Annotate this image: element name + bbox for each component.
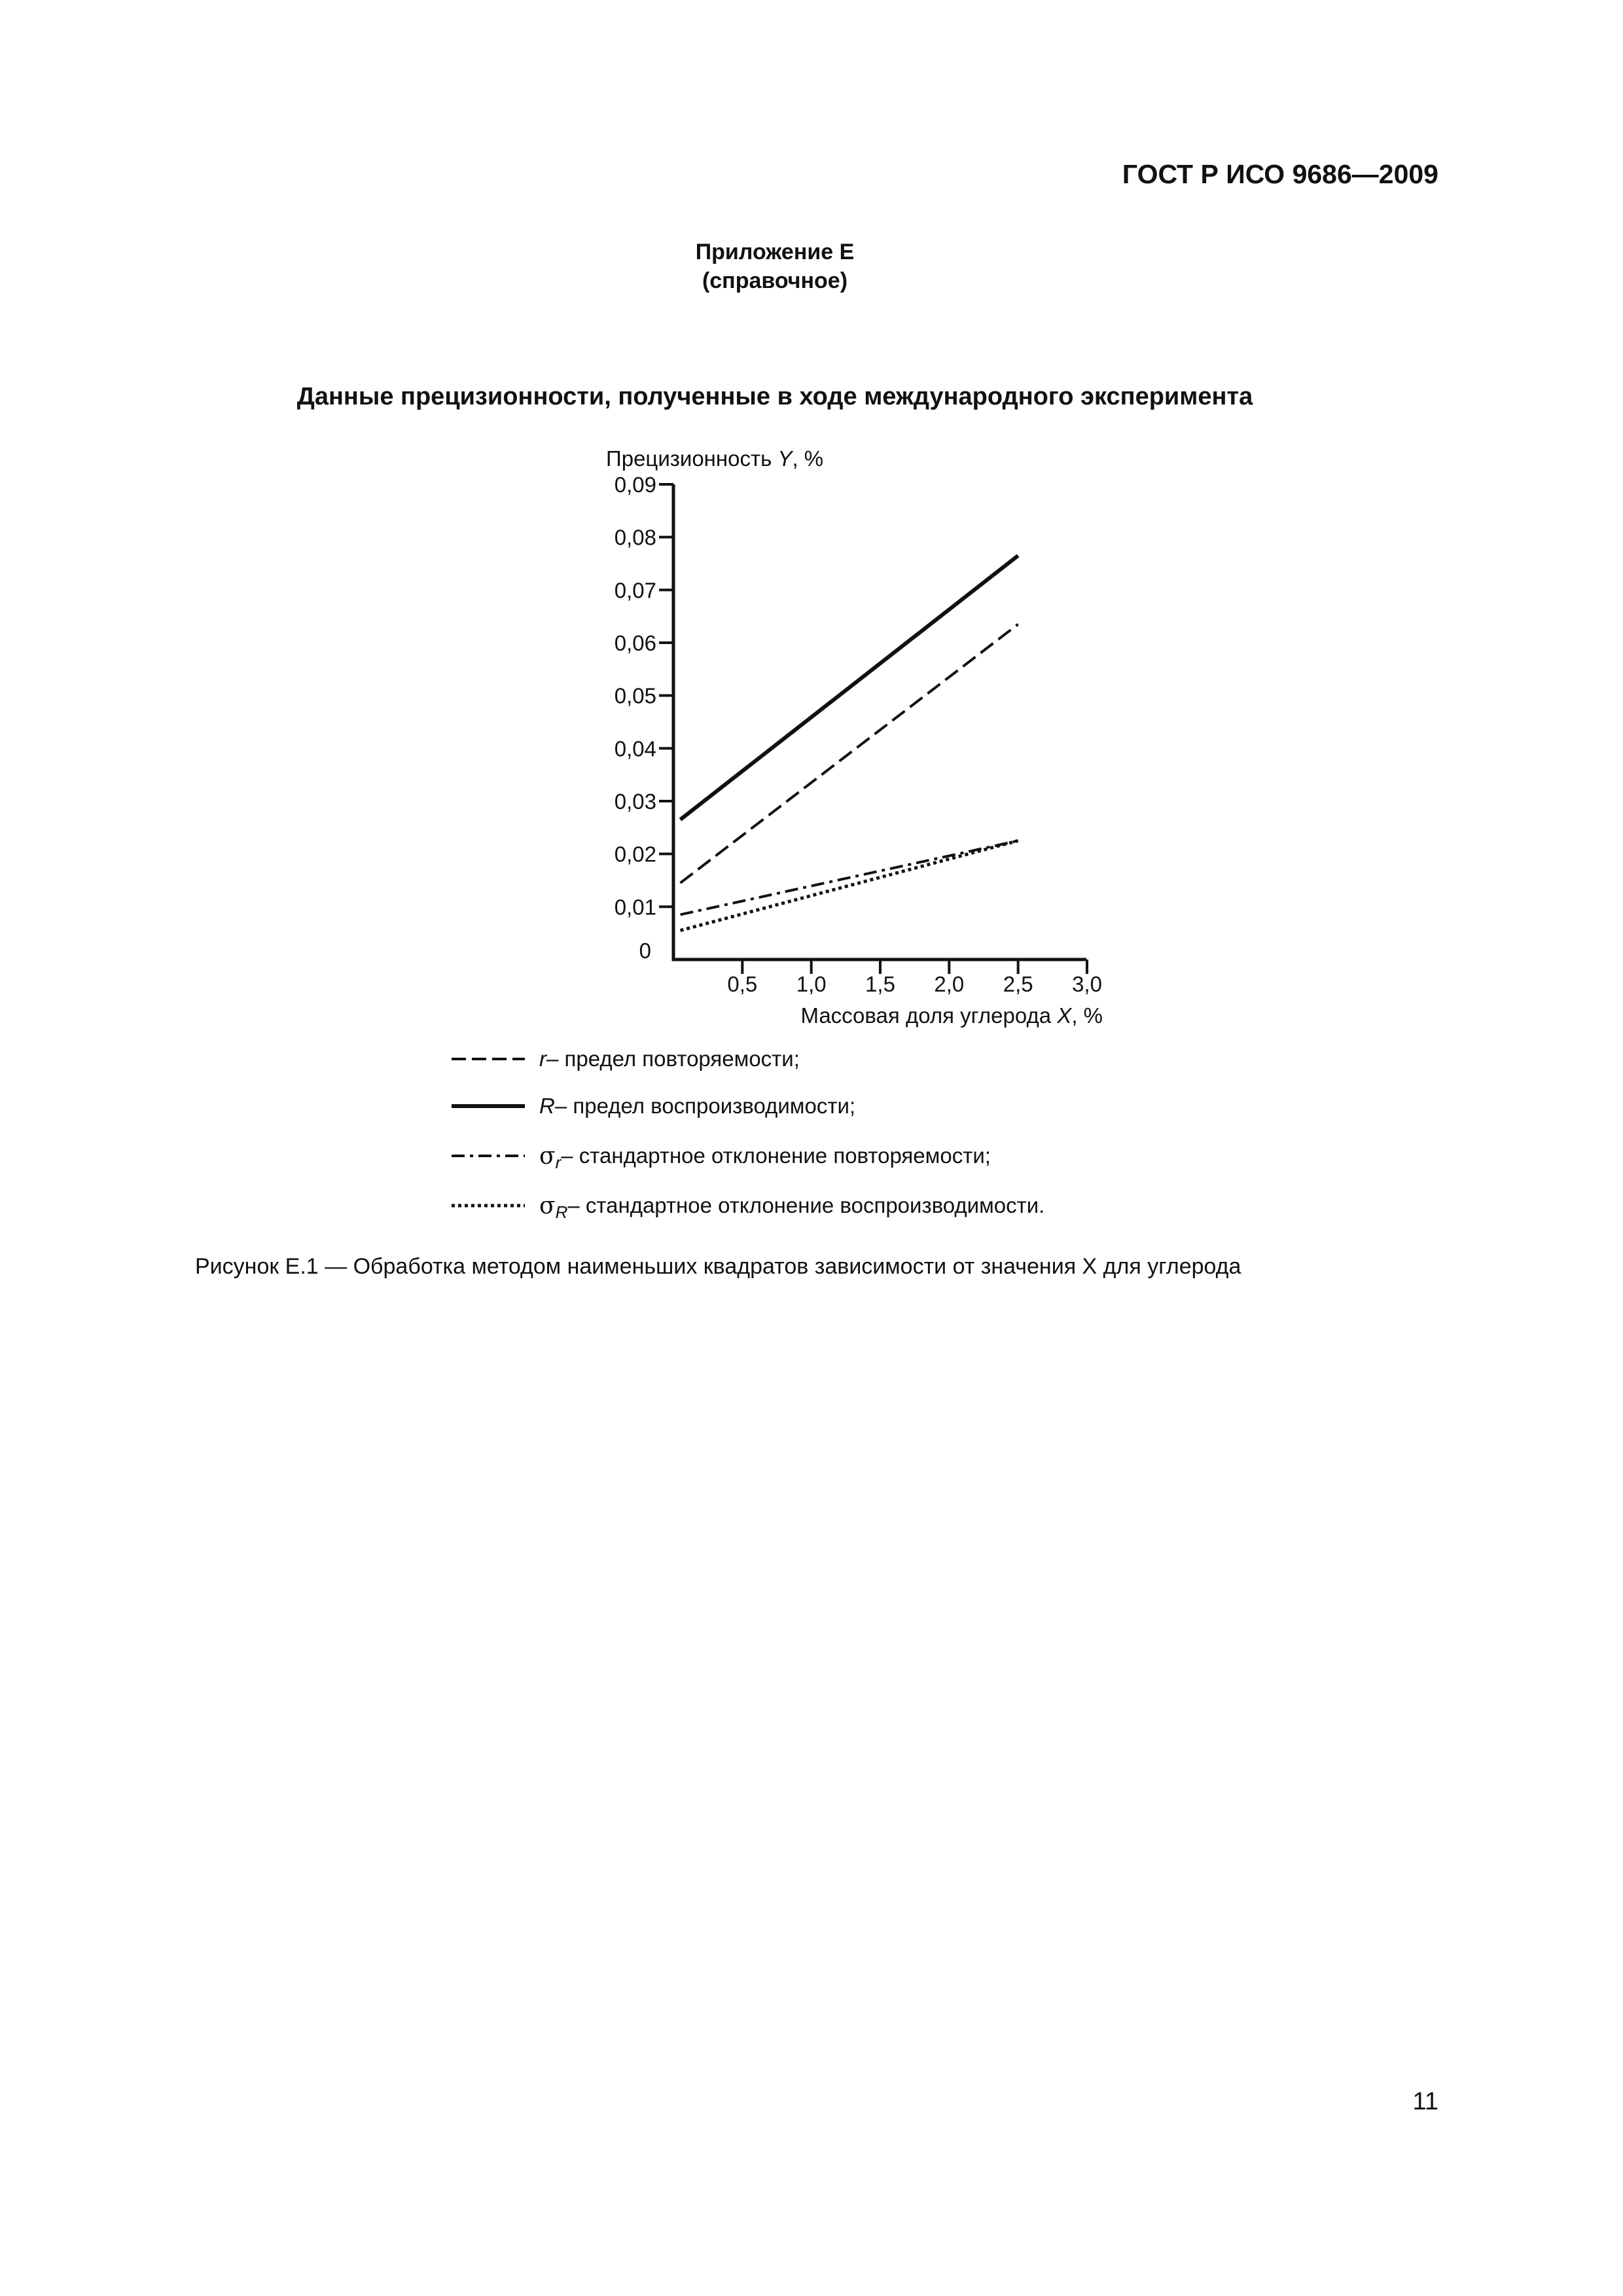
document-header: ГОСТ Р ИСО 9686—2009 bbox=[1122, 159, 1438, 189]
legend-item-R bbox=[452, 1093, 855, 1119]
legend-symbol: r bbox=[539, 1047, 546, 1071]
appendix-type: (справочное) bbox=[702, 268, 848, 294]
y-tick-label: 0,03 bbox=[614, 789, 656, 814]
x-tick-label: 2,5 bbox=[1003, 972, 1033, 996]
page-number: 11 bbox=[1412, 2088, 1438, 2115]
legend-item-r bbox=[452, 1046, 800, 1072]
y-ticks bbox=[615, 473, 673, 963]
legend-item-sigma-r bbox=[452, 1142, 991, 1172]
y-tick-label: 0,02 bbox=[614, 842, 656, 867]
series-lines bbox=[681, 556, 1018, 931]
series-line-solid bbox=[681, 556, 1018, 819]
y-tick-label: 0,04 bbox=[614, 736, 656, 761]
x-tick-label: 2,0 bbox=[934, 972, 965, 996]
precision-chart bbox=[0, 0, 1623, 1060]
series-line-dashdot bbox=[681, 841, 1018, 915]
y-tick-label: 0,05 bbox=[614, 683, 656, 708]
legend-swatch-dotted bbox=[452, 1199, 525, 1212]
y-tick-label: 0,08 bbox=[614, 525, 656, 550]
y-tick-label: 0,07 bbox=[614, 578, 656, 603]
series-line-dashed bbox=[681, 624, 1018, 883]
legend-text: – предел воспроизводимости; bbox=[554, 1094, 856, 1118]
legend-text: – предел повторяемости; bbox=[546, 1047, 800, 1071]
legend-symbol: R bbox=[539, 1094, 555, 1118]
legend-symbol: σ bbox=[539, 1192, 556, 1219]
x-axis-label: Массовая доля углерода X, % bbox=[800, 1003, 1103, 1028]
y-axis-label: Прецизионность Y, % bbox=[606, 446, 824, 471]
legend-subscript: R bbox=[555, 1202, 568, 1222]
legend-swatch-dashdot bbox=[452, 1149, 525, 1162]
section-title: Данные прецизионности, полученные в ходе международного эксперимента bbox=[296, 383, 1253, 410]
legend-item-sigma-R bbox=[452, 1192, 1045, 1222]
figure-caption: Рисунок Е.1 — Обработка методом наименьших квадратов зависимости от значения X для углерода bbox=[195, 1254, 1241, 1279]
x-tick-label: 3,0 bbox=[1072, 972, 1102, 996]
series-line-dotted bbox=[681, 841, 1018, 931]
legend-text: – стандартное отклонение воспроизводимости. bbox=[567, 1193, 1045, 1217]
x-tick-label: 1,5 bbox=[865, 972, 895, 996]
legend-symbol: σ bbox=[539, 1142, 556, 1170]
legend-swatch-solid bbox=[452, 1100, 525, 1113]
x-tick-label: 0,5 bbox=[727, 972, 758, 996]
y-tick-label: 0,06 bbox=[614, 631, 656, 655]
legend-subscript: r bbox=[555, 1152, 562, 1172]
x-ticks bbox=[727, 960, 1102, 996]
appendix-label: Приложение Е bbox=[695, 240, 855, 264]
legend-text: – стандартное отклонение повторяемости; bbox=[561, 1143, 991, 1168]
legend-swatch-dashed bbox=[452, 1052, 525, 1066]
y-tick-label: 0,09 bbox=[614, 473, 656, 497]
x-tick-label: 1,0 bbox=[796, 972, 827, 996]
y-tick-label: 0 bbox=[639, 939, 651, 963]
y-tick-label: 0,01 bbox=[614, 895, 656, 920]
